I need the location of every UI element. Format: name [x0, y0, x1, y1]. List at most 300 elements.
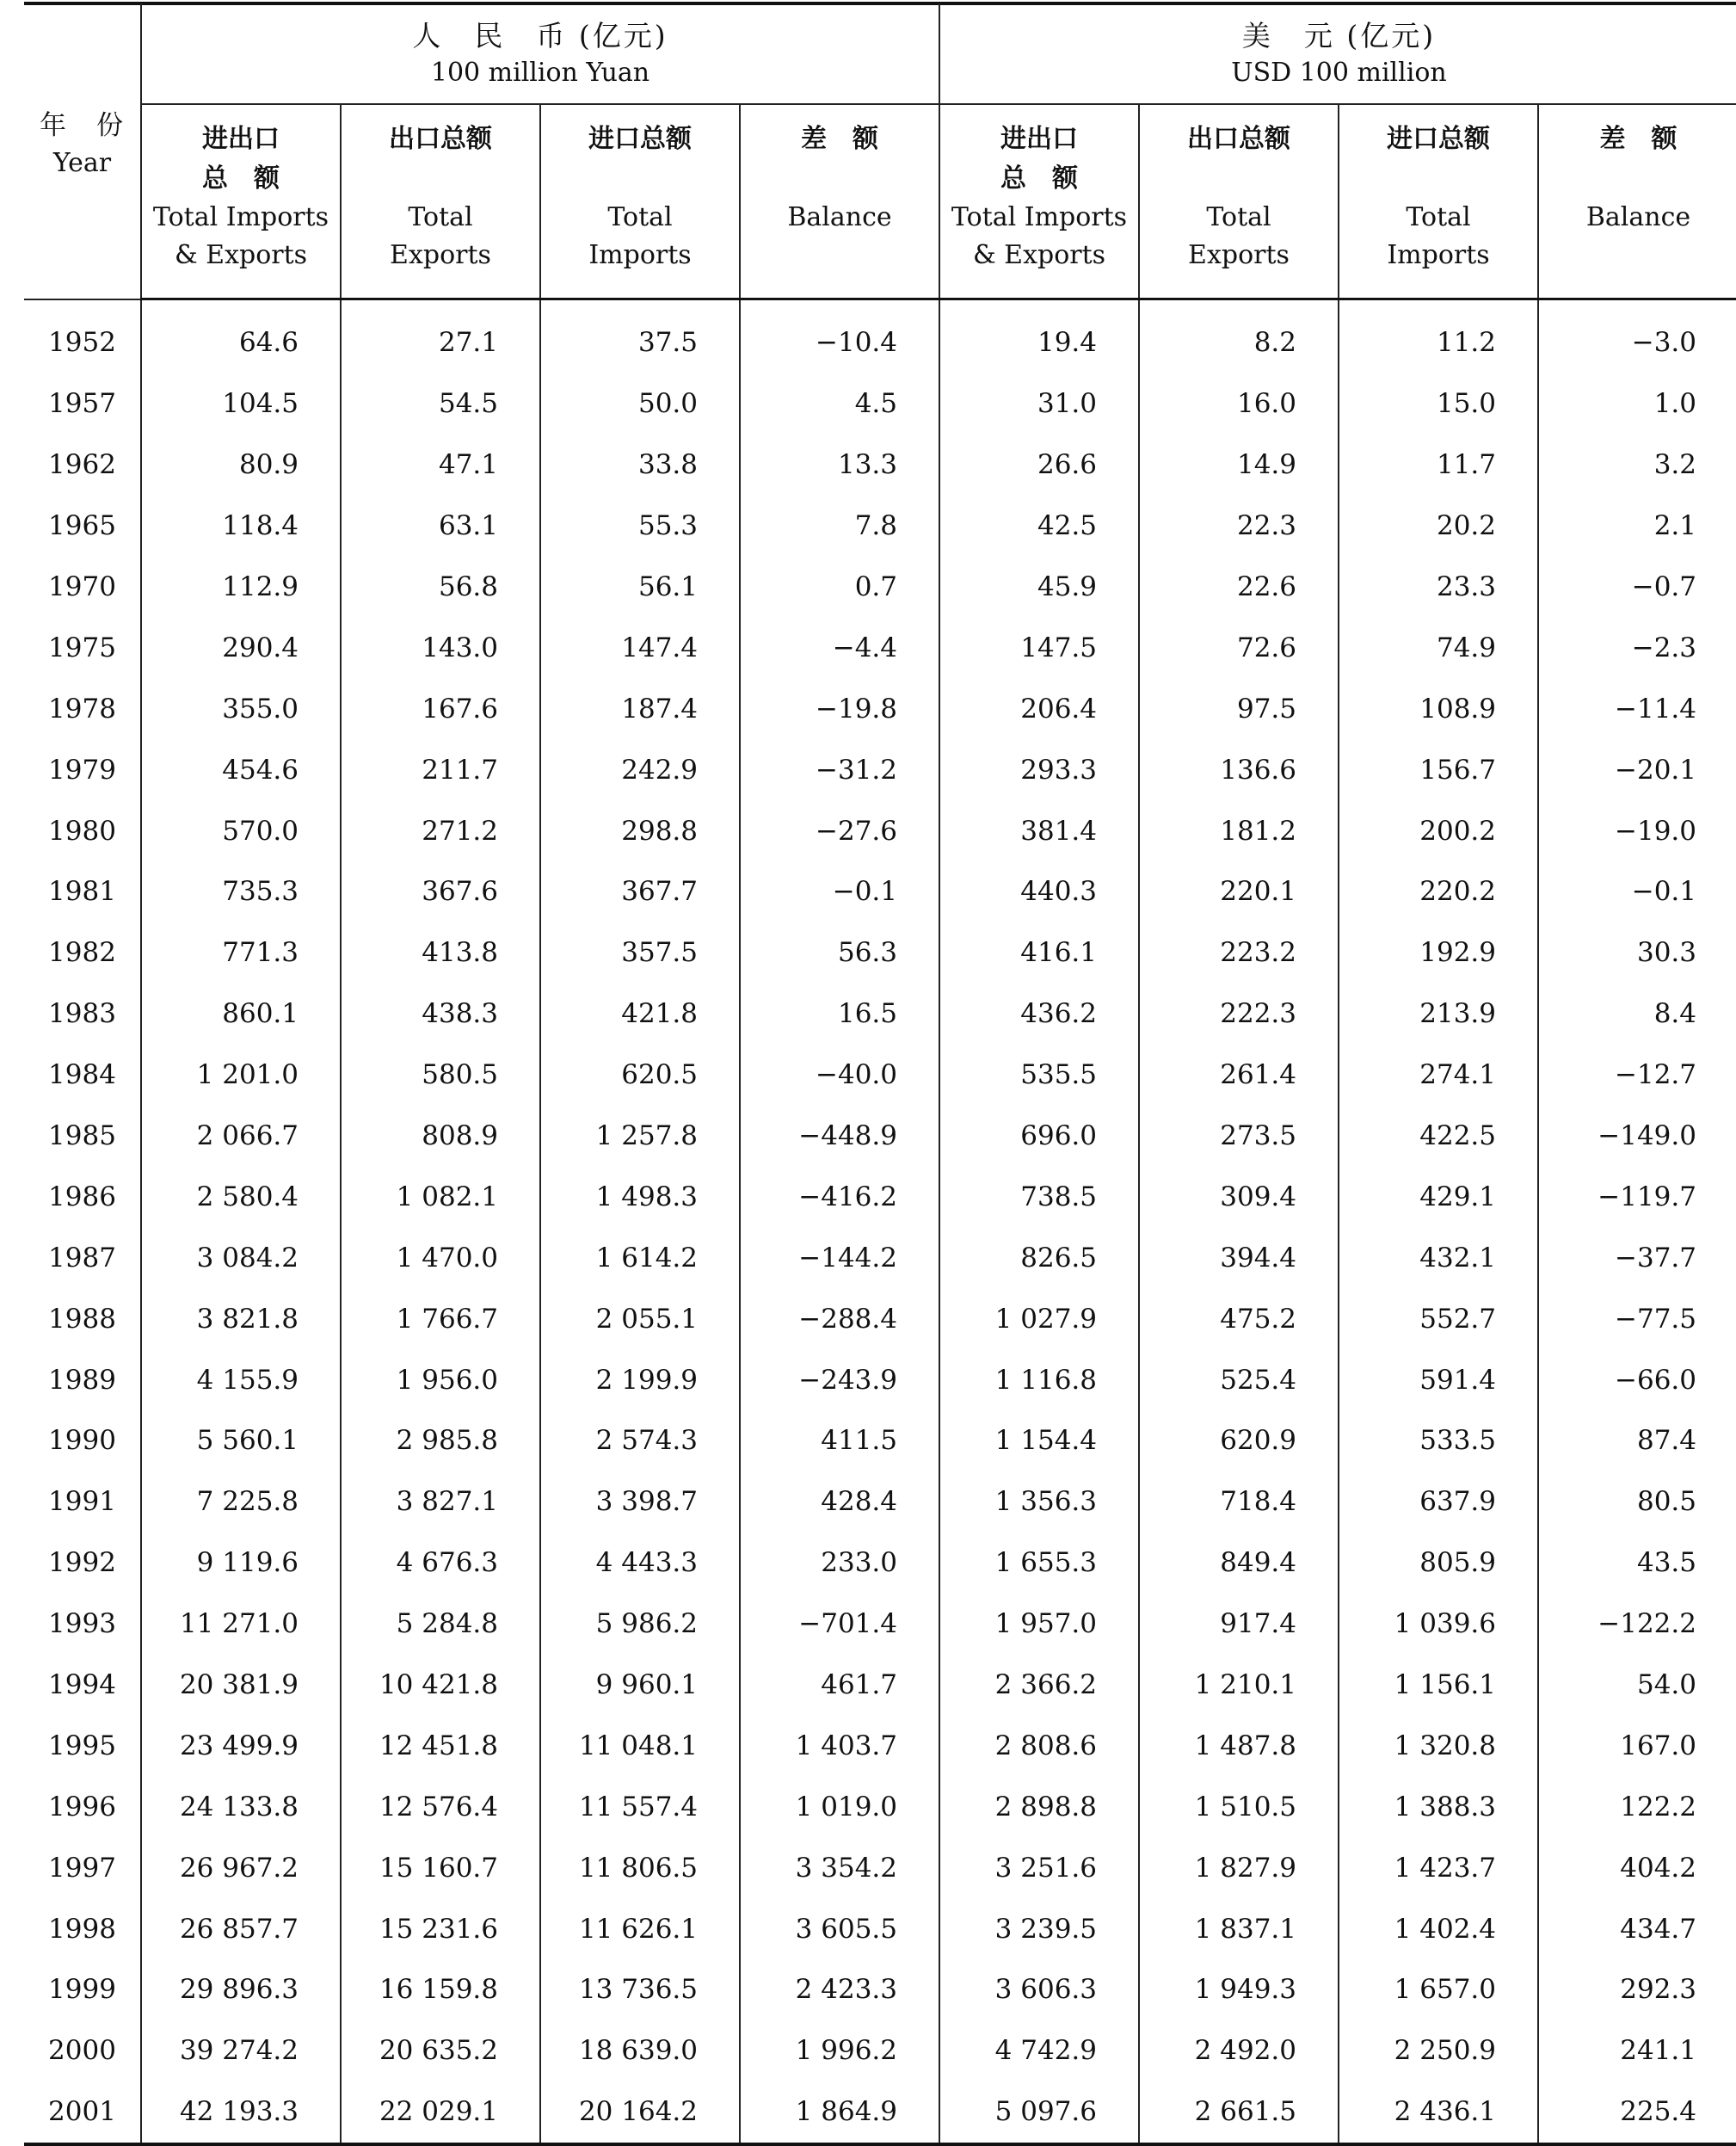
value-cell: 298.8: [540, 800, 740, 861]
value-cell: 4 742.9: [939, 2020, 1139, 2081]
column-header-zh: 出口总额: [389, 124, 492, 154]
value-cell: 225.4: [1538, 2081, 1736, 2144]
column-header: [540, 104, 740, 299]
value-cell: 428.4: [740, 1471, 939, 1532]
value-cell: 1 257.8: [540, 1106, 740, 1167]
value-cell: 63.1: [341, 496, 540, 557]
value-cell: 45.9: [939, 557, 1139, 618]
value-cell: 5 284.8: [341, 1594, 540, 1655]
year-cell: 2001: [24, 2081, 141, 2144]
header-spacer: [1340, 159, 1536, 199]
value-cell: 413.8: [341, 922, 540, 984]
value-cell: 1 827.9: [1139, 1837, 1339, 1898]
value-cell: 16.5: [740, 984, 939, 1045]
value-cell: −0.1: [740, 861, 939, 922]
table-row: [24, 1410, 1736, 1471]
value-cell: 50.0: [540, 373, 740, 435]
trade-table: [24, 3, 1736, 2146]
table-row: [24, 1898, 1736, 1959]
value-cell: 357.5: [540, 922, 740, 984]
column-header-zh: 出口总额: [1187, 124, 1290, 154]
column-header: [141, 104, 341, 299]
value-cell: 74.9: [1339, 617, 1538, 678]
year-cell: 1979: [48, 754, 116, 786]
table-row: [24, 1959, 1736, 2020]
value-cell: 9 960.1: [540, 1655, 740, 1716]
value-cell: 167.0: [1538, 1715, 1736, 1776]
year-header-zh: 年 份: [40, 110, 125, 141]
value-cell: 2.1: [1538, 496, 1736, 557]
value-cell: −27.6: [740, 800, 939, 861]
year-cell: 1989: [48, 1364, 116, 1396]
value-cell: 1 957.0: [939, 1594, 1139, 1655]
value-cell: 3 605.5: [740, 1898, 939, 1959]
value-cell: 1 402.4: [1339, 1898, 1538, 1959]
value-cell: 0.7: [740, 557, 939, 618]
column-header-en: Total Imports: [588, 202, 692, 270]
value-cell: 355.0: [141, 678, 341, 739]
value-cell: 10 421.8: [341, 1655, 540, 1716]
table-row: [24, 1532, 1736, 1594]
year-cell: 1994: [48, 1669, 116, 1701]
column-header-en: Balance: [1585, 202, 1691, 232]
year-cell: 1991: [48, 1486, 116, 1518]
value-cell: 242.9: [540, 739, 740, 800]
year-cell: 1975: [48, 632, 116, 663]
value-cell: 192.9: [1339, 922, 1538, 984]
value-cell: 552.7: [1339, 1288, 1538, 1349]
value-cell: 16.0: [1139, 373, 1339, 435]
value-cell: 1 320.8: [1339, 1715, 1538, 1776]
value-cell: 206.4: [939, 678, 1139, 739]
value-cell: 1 655.3: [939, 1532, 1139, 1594]
value-cell: 26.6: [939, 435, 1139, 496]
year-cell: 1981: [48, 876, 116, 908]
value-cell: 580.5: [341, 1045, 540, 1106]
value-cell: 56.1: [540, 557, 740, 618]
value-cell: 718.4: [1139, 1471, 1339, 1532]
year-cell: 2000: [48, 2035, 116, 2067]
value-cell: 20 164.2: [540, 2081, 740, 2144]
value-cell: 47.1: [341, 435, 540, 496]
table-row: [24, 1837, 1736, 1898]
value-cell: 1 956.0: [341, 1349, 540, 1410]
value-cell: 1 766.7: [341, 1288, 540, 1349]
value-cell: 2 366.2: [939, 1655, 1139, 1716]
value-cell: 2 492.0: [1139, 2020, 1339, 2081]
table-row: [24, 984, 1736, 1045]
value-cell: 696.0: [939, 1106, 1139, 1167]
value-cell: 108.9: [1339, 678, 1538, 739]
value-cell: 11 806.5: [540, 1837, 740, 1898]
value-cell: 591.4: [1339, 1349, 1538, 1410]
value-cell: 233.0: [740, 1532, 939, 1594]
value-cell: 860.1: [141, 984, 341, 1045]
header-spacer: [1540, 159, 1736, 199]
value-cell: 411.5: [740, 1410, 939, 1471]
value-cell: 367.6: [341, 861, 540, 922]
value-cell: 16 159.8: [341, 1959, 540, 2020]
value-cell: 12 576.4: [341, 1776, 540, 1837]
table-row: [24, 496, 1736, 557]
column-header: [939, 104, 1139, 299]
value-cell: 118.4: [141, 496, 341, 557]
value-cell: 222.3: [1139, 984, 1339, 1045]
value-cell: 156.7: [1339, 739, 1538, 800]
value-cell: −0.7: [1538, 557, 1736, 618]
value-cell: 54.5: [341, 373, 540, 435]
value-cell: 14.9: [1139, 435, 1339, 496]
table-row: [24, 1471, 1736, 1532]
value-cell: 220.2: [1339, 861, 1538, 922]
column-header: [341, 104, 540, 299]
header-spacer: [542, 159, 738, 199]
value-cell: 5 560.1: [141, 1410, 341, 1471]
value-cell: 143.0: [341, 617, 540, 678]
value-cell: 5 986.2: [540, 1594, 740, 1655]
value-cell: 533.5: [1339, 1410, 1538, 1471]
value-cell: 23 499.9: [141, 1715, 341, 1776]
value-cell: 20.2: [1339, 496, 1538, 557]
value-cell: −2.3: [1538, 617, 1736, 678]
year-cell: 1996: [48, 1791, 116, 1822]
value-cell: 147.5: [939, 617, 1139, 678]
value-cell: −19.0: [1538, 800, 1736, 861]
table-row: [24, 739, 1736, 800]
value-cell: 1.0: [1538, 373, 1736, 435]
value-cell: 18 639.0: [540, 2020, 740, 2081]
value-cell: −144.2: [740, 1227, 939, 1288]
value-cell: 1 949.3: [1139, 1959, 1339, 2020]
value-cell: 3 827.1: [341, 1471, 540, 1532]
value-cell: 292.3: [1538, 1959, 1736, 2020]
group-header-rmb-en: 100 million Yuan: [430, 58, 650, 88]
value-cell: 42.5: [939, 496, 1139, 557]
value-cell: 436.2: [939, 984, 1139, 1045]
value-cell: 9 119.6: [141, 1532, 341, 1594]
table-row: [24, 2081, 1736, 2144]
table-body: [24, 299, 1736, 2144]
value-cell: 223.2: [1139, 922, 1339, 984]
value-cell: 4 155.9: [141, 1349, 341, 1410]
value-cell: 7.8: [740, 496, 939, 557]
value-cell: 56.3: [740, 922, 939, 984]
value-cell: 39 274.2: [141, 2020, 341, 2081]
year-cell: 1986: [48, 1181, 116, 1212]
value-cell: 4 676.3: [341, 1532, 540, 1594]
value-cell: −416.2: [740, 1166, 939, 1227]
value-cell: −701.4: [740, 1594, 939, 1655]
value-cell: 54.0: [1538, 1655, 1736, 1716]
table-row: [24, 1227, 1736, 1288]
table-row: [24, 678, 1736, 739]
year-cell: 1983: [48, 998, 116, 1030]
value-cell: 37.5: [540, 299, 740, 373]
value-cell: 2 055.1: [540, 1288, 740, 1349]
value-cell: 1 156.1: [1339, 1655, 1538, 1716]
value-cell: 3 398.7: [540, 1471, 740, 1532]
value-cell: 220.1: [1139, 861, 1339, 922]
value-cell: 29 896.3: [141, 1959, 341, 2020]
column-header-en: Total Imports: [1387, 202, 1490, 270]
table-row: [24, 861, 1736, 922]
value-cell: 1 154.4: [939, 1410, 1139, 1471]
value-cell: 112.9: [141, 557, 341, 618]
value-cell: 23.3: [1339, 557, 1538, 618]
column-header-zh: 差 额: [801, 124, 878, 154]
value-cell: 2 574.3: [540, 1410, 740, 1471]
value-cell: 13.3: [740, 435, 939, 496]
value-cell: 2 436.1: [1339, 2081, 1538, 2144]
group-header-usd: [939, 3, 1736, 104]
table-row: [24, 1106, 1736, 1167]
value-cell: 1 996.2: [740, 2020, 939, 2081]
year-cell: 1997: [48, 1852, 116, 1884]
column-header: [740, 104, 939, 299]
value-cell: 525.4: [1139, 1349, 1339, 1410]
value-cell: 1 210.1: [1139, 1655, 1339, 1716]
value-cell: 422.5: [1339, 1106, 1538, 1167]
value-cell: 1 388.3: [1339, 1776, 1538, 1837]
value-cell: 1 082.1: [341, 1166, 540, 1227]
value-cell: 12 451.8: [341, 1715, 540, 1776]
value-cell: 8.4: [1538, 984, 1736, 1045]
year-cell: 1987: [48, 1242, 116, 1273]
value-cell: 3 821.8: [141, 1288, 341, 1349]
column-header-row: [24, 104, 1736, 299]
value-cell: 3 084.2: [141, 1227, 341, 1288]
value-cell: 15.0: [1339, 373, 1538, 435]
value-cell: 416.1: [939, 922, 1139, 984]
value-cell: 826.5: [939, 1227, 1139, 1288]
value-cell: −20.1: [1538, 739, 1736, 800]
value-cell: 261.4: [1139, 1045, 1339, 1106]
value-cell: 2 199.9: [540, 1349, 740, 1410]
value-cell: 2 580.4: [141, 1166, 341, 1227]
value-cell: 5 097.6: [939, 2081, 1139, 2144]
year-header-en: Year: [52, 148, 112, 178]
table-row: [24, 617, 1736, 678]
value-cell: 1 470.0: [341, 1227, 540, 1288]
value-cell: 200.2: [1339, 800, 1538, 861]
value-cell: 11 048.1: [540, 1715, 740, 1776]
table-row: [24, 1045, 1736, 1106]
column-header-zh: 进口总额: [1387, 124, 1490, 154]
table-row: [24, 800, 1736, 861]
value-cell: −37.7: [1538, 1227, 1736, 1288]
value-cell: 8.2: [1139, 299, 1339, 373]
value-cell: 2 066.7: [141, 1106, 341, 1167]
column-header-en: Total Imports & Exports: [951, 202, 1128, 270]
value-cell: 241.1: [1538, 2020, 1736, 2081]
value-cell: 273.5: [1139, 1106, 1339, 1167]
table-row: [24, 373, 1736, 435]
value-cell: 1 498.3: [540, 1166, 740, 1227]
year-cell: 1984: [48, 1059, 116, 1091]
value-cell: 1 657.0: [1339, 1959, 1538, 2020]
value-cell: 429.1: [1339, 1166, 1538, 1227]
value-cell: 309.4: [1139, 1166, 1339, 1227]
value-cell: 55.3: [540, 496, 740, 557]
value-cell: 1 201.0: [141, 1045, 341, 1106]
value-cell: 271.2: [341, 800, 540, 861]
value-cell: 290.4: [141, 617, 341, 678]
table-row: [24, 1776, 1736, 1837]
value-cell: 26 857.7: [141, 1898, 341, 1959]
year-cell: 1952: [48, 327, 116, 359]
value-cell: −448.9: [740, 1106, 939, 1167]
year-cell: 1998: [48, 1913, 116, 1945]
value-cell: 1 027.9: [939, 1288, 1139, 1349]
value-cell: 535.5: [939, 1045, 1139, 1106]
table-header: [24, 3, 1736, 299]
value-cell: 3 239.5: [939, 1898, 1139, 1959]
value-cell: 570.0: [141, 800, 341, 861]
value-cell: 637.9: [1339, 1471, 1538, 1532]
value-cell: 1 403.7: [740, 1715, 939, 1776]
value-cell: 2 985.8: [341, 1410, 540, 1471]
value-cell: 97.5: [1139, 678, 1339, 739]
group-header-usd-zh: 美 元 (亿元): [1241, 19, 1437, 52]
value-cell: −19.8: [740, 678, 939, 739]
value-cell: 461.7: [740, 1655, 939, 1716]
year-cell: 1982: [48, 937, 116, 969]
year-cell: 1980: [48, 815, 116, 847]
table-row: [24, 1166, 1736, 1227]
year-cell: 1990: [48, 1425, 116, 1457]
value-cell: 11 626.1: [540, 1898, 740, 1959]
value-cell: 20 381.9: [141, 1655, 341, 1716]
value-cell: 2 250.9: [1339, 2020, 1538, 2081]
table-row: [24, 557, 1736, 618]
value-cell: 1 614.2: [540, 1227, 740, 1288]
value-cell: 43.5: [1538, 1532, 1736, 1594]
column-header-en: Total Exports: [1188, 202, 1290, 270]
value-cell: 213.9: [1339, 984, 1538, 1045]
value-cell: 2 808.6: [939, 1715, 1139, 1776]
value-cell: 440.3: [939, 861, 1139, 922]
value-cell: 11 271.0: [141, 1594, 341, 1655]
value-cell: 404.2: [1538, 1837, 1736, 1898]
column-header-zh: 进出口 总 额: [202, 124, 280, 194]
value-cell: −77.5: [1538, 1288, 1736, 1349]
value-cell: −12.7: [1538, 1045, 1736, 1106]
value-cell: −0.1: [1538, 861, 1736, 922]
value-cell: 27.1: [341, 299, 540, 373]
value-cell: 24 133.8: [141, 1776, 341, 1837]
year-cell: 1993: [48, 1608, 116, 1640]
value-cell: 1 423.7: [1339, 1837, 1538, 1898]
value-cell: 104.5: [141, 373, 341, 435]
value-cell: 1 837.1: [1139, 1898, 1339, 1959]
value-cell: 31.0: [939, 373, 1139, 435]
value-cell: 738.5: [939, 1166, 1139, 1227]
value-cell: 13 736.5: [540, 1959, 740, 2020]
value-cell: 1 116.8: [939, 1349, 1139, 1410]
value-cell: 80.5: [1538, 1471, 1736, 1532]
column-header: [1339, 104, 1538, 299]
value-cell: 7 225.8: [141, 1471, 341, 1532]
table-row: [24, 435, 1736, 496]
value-cell: −11.4: [1538, 678, 1736, 739]
value-cell: 42 193.3: [141, 2081, 341, 2144]
value-cell: 367.7: [540, 861, 740, 922]
table-row: [24, 1655, 1736, 1716]
value-cell: 22 029.1: [341, 2081, 540, 2144]
value-cell: 1 864.9: [740, 2081, 939, 2144]
value-cell: 2 898.8: [939, 1776, 1139, 1837]
value-cell: −31.2: [740, 739, 939, 800]
value-cell: 56.8: [341, 557, 540, 618]
value-cell: 849.4: [1139, 1532, 1339, 1594]
value-cell: 3.2: [1538, 435, 1736, 496]
value-cell: 2 661.5: [1139, 2081, 1339, 2144]
value-cell: 136.6: [1139, 739, 1339, 800]
value-cell: 1 039.6: [1339, 1594, 1538, 1655]
column-header-en: Total Imports & Exports: [152, 202, 329, 270]
value-cell: 1 510.5: [1139, 1776, 1339, 1837]
value-cell: −40.0: [740, 1045, 939, 1106]
value-cell: 181.2: [1139, 800, 1339, 861]
value-cell: 122.2: [1538, 1776, 1736, 1837]
value-cell: 620.5: [540, 1045, 740, 1106]
value-cell: 274.1: [1339, 1045, 1538, 1106]
column-header-en: Total Exports: [390, 202, 491, 270]
value-cell: 26 967.2: [141, 1837, 341, 1898]
year-cell: 1978: [48, 693, 116, 725]
value-cell: −10.4: [740, 299, 939, 373]
value-cell: 211.7: [341, 739, 540, 800]
value-cell: 3 251.6: [939, 1837, 1139, 1898]
header-spacer: [342, 159, 539, 199]
value-cell: −66.0: [1538, 1349, 1736, 1410]
value-cell: 293.3: [939, 739, 1139, 800]
value-cell: 80.9: [141, 435, 341, 496]
value-cell: 64.6: [141, 299, 341, 373]
table-row: [24, 1715, 1736, 1776]
value-cell: 438.3: [341, 984, 540, 1045]
value-cell: 620.9: [1139, 1410, 1339, 1471]
value-cell: 475.2: [1139, 1288, 1339, 1349]
year-cell: 1957: [48, 388, 116, 420]
value-cell: 20 635.2: [341, 2020, 540, 2081]
value-cell: 1 356.3: [939, 1471, 1139, 1532]
value-cell: 454.6: [141, 739, 341, 800]
value-cell: 771.3: [141, 922, 341, 984]
table-row: [24, 2020, 1736, 2081]
value-cell: 33.8: [540, 435, 740, 496]
value-cell: −149.0: [1538, 1106, 1736, 1167]
column-header: [1139, 104, 1339, 299]
value-cell: 22.6: [1139, 557, 1339, 618]
value-cell: 15 231.6: [341, 1898, 540, 1959]
year-cell: 1995: [48, 1730, 116, 1761]
table-row: [24, 299, 1736, 373]
value-cell: 805.9: [1339, 1532, 1538, 1594]
value-cell: 4 443.3: [540, 1532, 740, 1594]
value-cell: 4.5: [740, 373, 939, 435]
year-cell: 1985: [48, 1120, 116, 1152]
value-cell: 147.4: [540, 617, 740, 678]
table-row: [24, 1349, 1736, 1410]
column-header-zh: 差 额: [1599, 124, 1678, 154]
value-cell: 87.4: [1538, 1410, 1736, 1471]
year-cell: 1988: [48, 1303, 116, 1335]
value-cell: −243.9: [740, 1349, 939, 1410]
group-header-usd-en: USD 100 million: [1231, 58, 1447, 88]
value-cell: 432.1: [1339, 1227, 1538, 1288]
value-cell: 3 354.2: [740, 1837, 939, 1898]
